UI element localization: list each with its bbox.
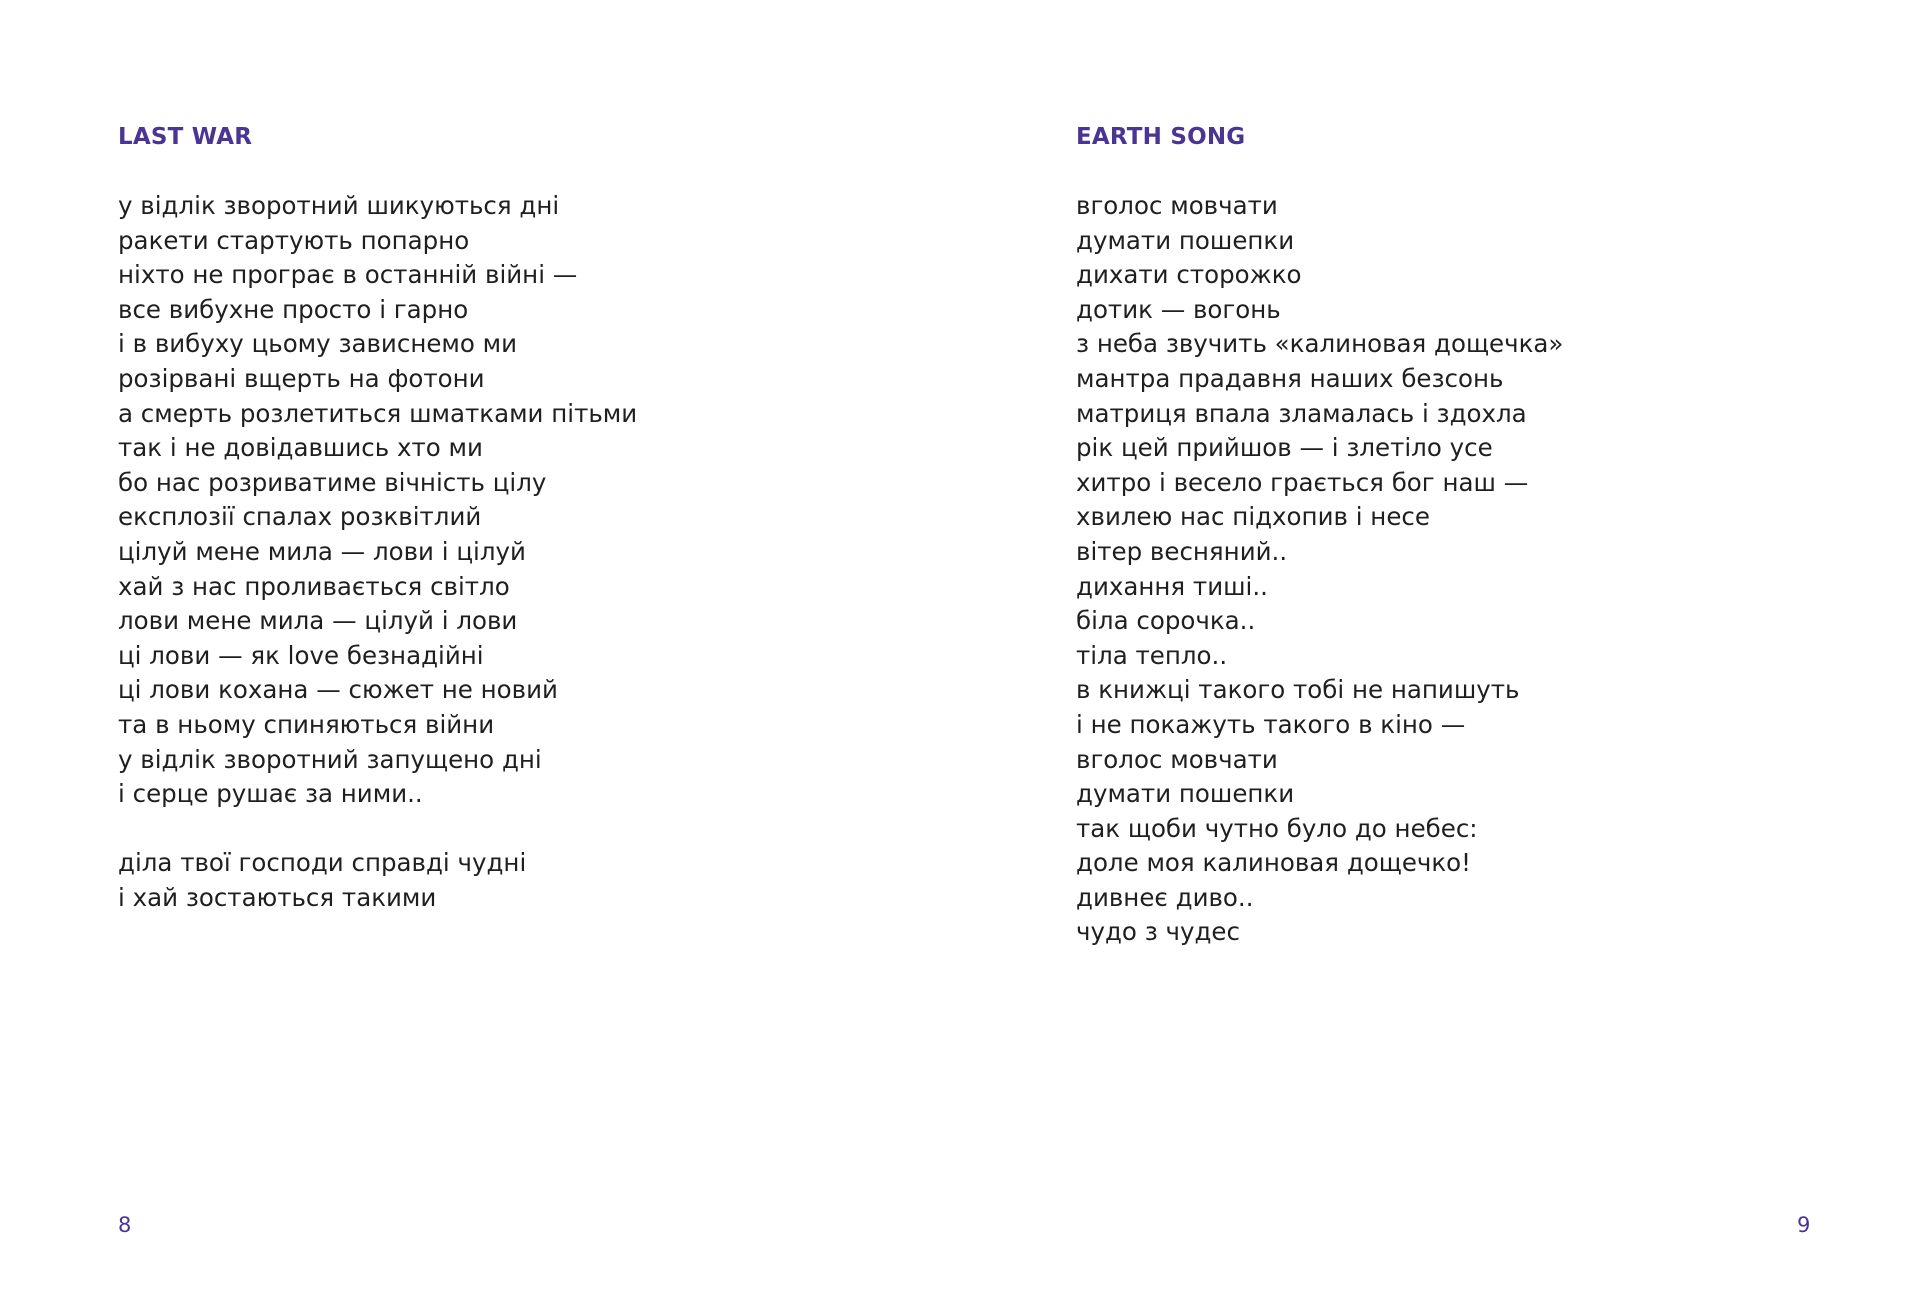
page-number: 9 [1797,1213,1811,1237]
poem-last-war [118,120,637,915]
poem-line: дивнеє диво.. [1076,882,1254,912]
poem-earth-song [1076,120,1563,950]
poem-line: експлозії спалах розквітлий [118,502,482,532]
poem-line: діла твої господи справді чудні [118,848,527,878]
poem-line: хвилею нас підхопив і несе [1076,502,1430,532]
poem-line: хай з нас проливається світло [118,571,510,601]
poem-line: і в вибуху цьому зависнемо ми [118,329,518,359]
poem-line: і серце рушає за ними.. [118,779,423,809]
poem-line: ніхто не програє в останній війні — [118,260,578,290]
poem-line: рік цей прийшов — і злетіло усе [1076,433,1493,463]
poem-line: дихати сторожко [1076,260,1302,290]
poem-line: думати пошепки [1076,225,1295,255]
right-page [960,0,1920,1304]
stanza [1076,189,1563,950]
poem-line: і не покажуть такого в кіно — [1076,709,1466,739]
poem-line: цілуй мене мила — лови і цілуй [118,536,526,566]
poem-line: мантра прадавня наших безсонь [1076,363,1504,393]
stanza [118,189,637,812]
poem-title: EARTH SONG [1076,124,1246,150]
poem-body [118,189,637,915]
poem-line: чудо з чудес [1076,917,1240,947]
stanza [118,846,637,915]
page-number: 8 [118,1213,132,1237]
poem-line: матриця впала зламалась і здохла [1076,398,1527,428]
poem-line: вголос мовчати [1076,744,1278,774]
poem-line: хитро і весело грається бог наш — [1076,467,1529,497]
poem-line: ці лови кохана — сюжет не новий [118,675,558,705]
poem-line: бо нас розриватиме вічність цілу [118,467,547,497]
poem-line: тіла тепло.. [1076,640,1228,670]
poem-line: у відлік зворотний запущено дні [118,744,542,774]
poem-line: біла сорочка.. [1076,606,1256,636]
poem-line: в книжці такого тобі не напишуть [1076,675,1520,705]
poem-line: думати пошепки [1076,779,1295,809]
poem-line: а смерть розлетиться шматками пітьми [118,398,638,428]
poem-line: вітер весняний.. [1076,536,1288,566]
poem-line: і хай зостаються такими [118,882,437,912]
poem-line: дихання тиші.. [1076,571,1268,601]
poem-line: ці лови — як love безнадійні [118,640,484,670]
poem-line: доле моя калиновая дощечко! [1076,848,1471,878]
poem-line: лови мене мила — цілуй і лови [118,606,518,636]
poem-line: так і не довідавшись хто ми [118,433,483,463]
poem-line: ракети стартують попарно [118,225,470,255]
poem-line: у відлік зворотний шикуються дні [118,191,560,220]
poem-line: дотик — вогонь [1076,294,1281,324]
poem-line: та в ньому спиняються війни [118,709,495,739]
poem-line: так щоби чутно було до небес: [1076,813,1478,843]
poem-line: з неба звучить «калиновая дощечка» [1076,329,1564,359]
poem-body [1076,189,1563,950]
poem-title: LAST WAR [118,124,253,150]
poem-line: розірвані вщерть на фотони [118,363,485,393]
poem-line: все вибухне просто і гарно [118,294,469,324]
poem-line: вголос мовчати [1076,191,1278,220]
